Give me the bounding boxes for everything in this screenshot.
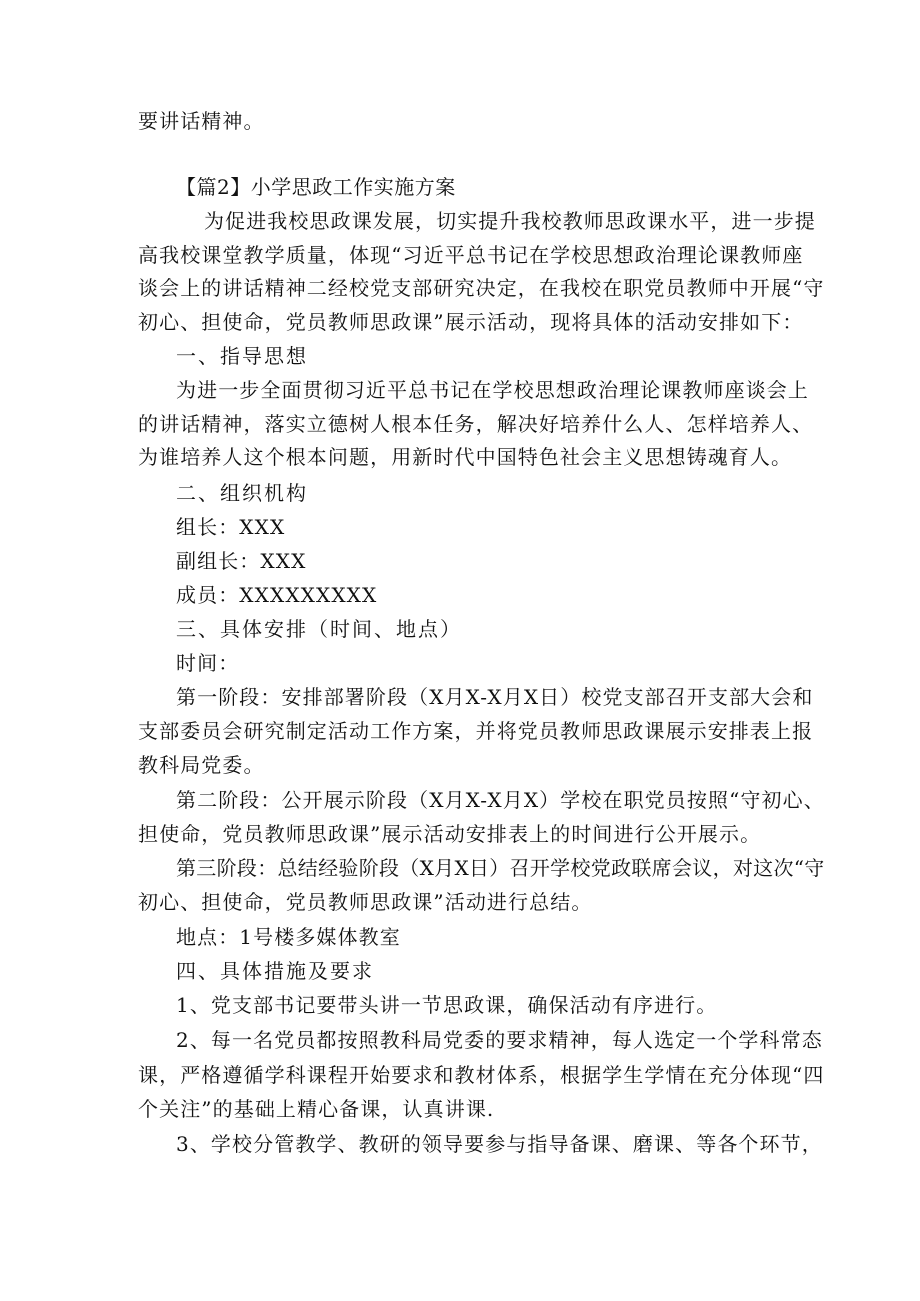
phase3-line-2: 初心、担使命，党员教师思政课”活动进行总结。 bbox=[138, 890, 593, 914]
requirement-2-line-3: 个关注”的基础上精心备课，认真讲课. bbox=[138, 1097, 495, 1121]
requirement-2-line-1: 2、每一名党员都按照教科局党委的要求精神，每人选定一个学科常态 bbox=[176, 1028, 823, 1052]
requirement-2-line-2: 课，严格遵循学科课程开始要求和教材体系，根据学生学情在充分体现“四 bbox=[138, 1063, 825, 1087]
continuation-line: 要讲话精神。 bbox=[138, 109, 265, 133]
members-line: 成员：XXXXXXXXX bbox=[176, 583, 378, 607]
phase2-line-1: 第二阶段：公开展示阶段（X月X-X月X）学校在职党员按照“守初心、 bbox=[176, 788, 825, 812]
leader-line: 组长：XXX bbox=[176, 515, 286, 539]
phase3-line-1: 第三阶段：总结经验阶段（X月X日）召开学校党政联席会议，对这次“守 bbox=[176, 856, 825, 880]
guiding-line-2: 的讲话精神，落实立德树人根本任务，解决好培养什么人、怎样培养人、 bbox=[138, 412, 814, 436]
phase1-line-2: 支部委员会研究制定活动工作方案，并将党员教师思政课展示安排表上报 bbox=[138, 719, 814, 743]
section-title: 【篇2】小学思政工作实施方案 bbox=[176, 175, 456, 199]
location-line: 地点：1号楼多媒体教室 bbox=[176, 925, 401, 949]
intro-line-1: 为促进我校思政课发展，切实提升我校教师思政课水平，进一步提 bbox=[204, 209, 816, 233]
phase1-line-3: 教科局党委。 bbox=[138, 753, 265, 777]
heading-guiding-thought: 一、指导思想 bbox=[176, 344, 308, 368]
phase2-line-2: 担使命，党员教师思政课”展示活动安排表上的时间进行公开展示。 bbox=[138, 822, 762, 846]
intro-line-4: 初心、担使命，党员教师思政课”展示活动，现将具体的活动安排如下： bbox=[138, 310, 804, 334]
heading-measures: 四、具体措施及要求 bbox=[176, 959, 374, 983]
heading-organization: 二、组织机构 bbox=[176, 481, 308, 505]
phase1-line-1: 第一阶段：安排部署阶段（X月X-X月X日）校党支部召开支部大会和 bbox=[176, 685, 814, 709]
requirement-3-line-1: 3、学校分管教学、教研的领导要参与指导备课、磨课、等各个环节， bbox=[176, 1132, 823, 1156]
intro-line-2: 高我校课堂教学质量，体现“习近平总书记在学校思想政治理论课教师座 bbox=[138, 243, 804, 267]
time-label: 时间： bbox=[176, 651, 240, 675]
guiding-line-3: 为谁培养人这个根本问题，用新时代中国特色社会主义思想铸魂育人。 bbox=[138, 445, 793, 469]
intro-line-3: 谈会上的讲话精神二经校党支部研究决定，在我校在职党员教师中开展“守 bbox=[138, 276, 825, 300]
heading-arrangement: 三、具体安排（时间、地点） bbox=[176, 617, 462, 641]
requirement-1: 1、党支部书记要带头讲一节思政课，确保活动有序进行。 bbox=[176, 993, 718, 1017]
guiding-line-1: 为进一步全面贯彻习近平总书记在学校思想政治理论课教师座谈会上 bbox=[176, 378, 809, 402]
deputy-line: 副组长：XXX bbox=[176, 549, 307, 573]
